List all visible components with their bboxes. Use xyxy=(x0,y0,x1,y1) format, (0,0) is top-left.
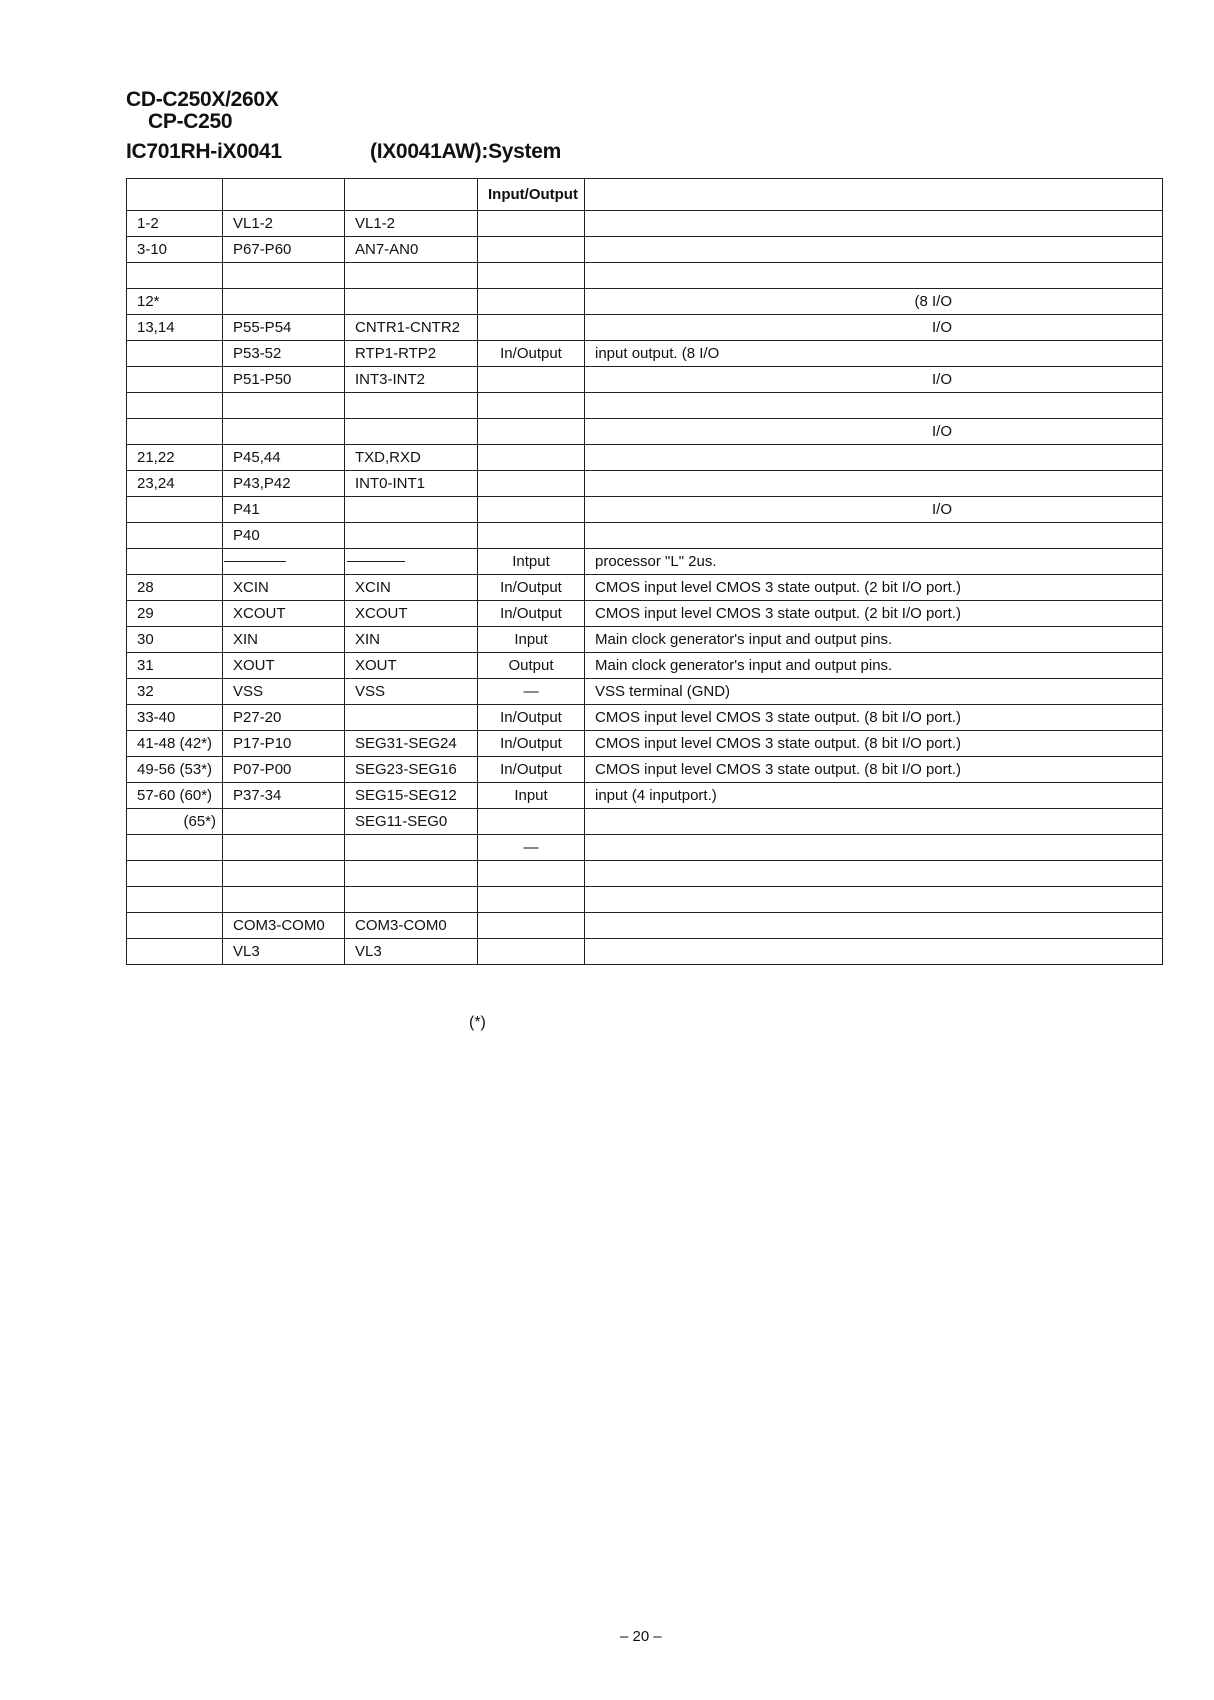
cell-alt xyxy=(345,393,478,419)
cell-pin xyxy=(127,913,223,939)
cell-alt xyxy=(345,887,478,913)
cell-alt: INT0-INT1 xyxy=(345,471,478,497)
header-cell-desc xyxy=(585,179,1163,211)
cell-alt: VSS xyxy=(345,679,478,705)
cell-alt: VL1-2 xyxy=(345,211,478,237)
cell-name xyxy=(223,835,345,861)
cell-desc: I/O xyxy=(585,315,1163,341)
cell-name: XOUT xyxy=(223,653,345,679)
cell-pin: 32 xyxy=(127,679,223,705)
cell-name: P53-52 xyxy=(223,341,345,367)
model-title: CD-C250X/260X xyxy=(126,88,279,111)
ic-label: IC701RH-iX0041 xyxy=(126,140,282,163)
table-row xyxy=(127,419,1163,445)
cell-alt xyxy=(345,705,478,731)
cell-alt: COM3-COM0 xyxy=(345,913,478,939)
cell-io xyxy=(478,861,585,887)
cell-io xyxy=(478,237,585,263)
table-row xyxy=(127,315,1163,341)
cell-pin: 21,22 xyxy=(127,445,223,471)
cell-desc: input output. (8 I/O xyxy=(585,341,1163,367)
cell-alt xyxy=(345,523,478,549)
cell-io xyxy=(478,471,585,497)
cell-name: P37-34 xyxy=(223,783,345,809)
cell-pin xyxy=(127,835,223,861)
cell-pin xyxy=(127,393,223,419)
cell-alt: INT3-INT2 xyxy=(345,367,478,393)
cell-pin: 33-40 xyxy=(127,705,223,731)
cell-name: XCOUT xyxy=(223,601,345,627)
cell-pin: 31 xyxy=(127,653,223,679)
table-row xyxy=(127,601,1163,627)
cell-io: In/Output xyxy=(478,705,585,731)
table-row xyxy=(127,783,1163,809)
cell-pin xyxy=(127,341,223,367)
cell-desc xyxy=(585,939,1163,965)
cell-alt: SEG23-SEG16 xyxy=(345,757,478,783)
cell-desc xyxy=(585,523,1163,549)
cell-name xyxy=(223,861,345,887)
part-label: (IX0041AW):System xyxy=(370,140,561,163)
table-row xyxy=(127,939,1163,965)
table-row xyxy=(127,653,1163,679)
cell-io: Input xyxy=(478,627,585,653)
submodel-title: CP-C250 xyxy=(148,110,233,133)
cell-alt: VL3 xyxy=(345,939,478,965)
cell-desc: CMOS input level CMOS 3 state output. (8 bit I/O port.) xyxy=(585,731,1163,757)
cell-name: P51-P50 xyxy=(223,367,345,393)
header-cell-name xyxy=(223,179,345,211)
cell-alt: XCOUT xyxy=(345,601,478,627)
table-row xyxy=(127,497,1163,523)
cell-name: P55-P54 xyxy=(223,315,345,341)
cell-pin xyxy=(127,263,223,289)
cell-io: — xyxy=(478,835,585,861)
cell-desc xyxy=(585,809,1163,835)
cell-desc: (8 I/O xyxy=(585,289,1163,315)
footnote-marker: (*) xyxy=(469,1014,486,1031)
cell-pin: 57-60 (60*) xyxy=(127,783,223,809)
cell-io xyxy=(478,367,585,393)
cell-io: In/Output xyxy=(478,575,585,601)
cell-desc xyxy=(585,913,1163,939)
cell-name: P17-P10 xyxy=(223,731,345,757)
cell-pin xyxy=(127,887,223,913)
cell-desc xyxy=(585,393,1163,419)
table-row xyxy=(127,523,1163,549)
cell-pin xyxy=(127,549,223,575)
cell-pin: 23,24 xyxy=(127,471,223,497)
cell-name: P40 xyxy=(223,523,345,549)
cell-io xyxy=(478,913,585,939)
cell-desc: input (4 inputport.) xyxy=(585,783,1163,809)
cell-name: VSS xyxy=(223,679,345,705)
cell-desc: VSS terminal (GND) xyxy=(585,679,1163,705)
cell-name: COM3-COM0 xyxy=(223,913,345,939)
cell-io xyxy=(478,419,585,445)
table-row xyxy=(127,575,1163,601)
cell-desc: CMOS input level CMOS 3 state output. (2 bit I/O port.) xyxy=(585,575,1163,601)
table-row xyxy=(127,731,1163,757)
cell-pin: 41-48 (42*) xyxy=(127,731,223,757)
cell-pin xyxy=(127,419,223,445)
table-row xyxy=(127,835,1163,861)
cell-io: In/Output xyxy=(478,757,585,783)
cell-io xyxy=(478,315,585,341)
cell-alt: XOUT xyxy=(345,653,478,679)
cell-pin: 1-2 xyxy=(127,211,223,237)
cell-io xyxy=(478,393,585,419)
table-row xyxy=(127,679,1163,705)
page-number: – 20 – xyxy=(620,1628,662,1645)
cell-pin xyxy=(127,939,223,965)
table-row xyxy=(127,263,1163,289)
cell-desc xyxy=(585,237,1163,263)
cell-name: VL1-2 xyxy=(223,211,345,237)
header-cell-alt xyxy=(345,179,478,211)
cell-pin: 30 xyxy=(127,627,223,653)
table-row xyxy=(127,887,1163,913)
cell-desc xyxy=(585,263,1163,289)
cell-name xyxy=(223,263,345,289)
header-cell-io: Input/Output xyxy=(478,179,585,211)
cell-io: Input xyxy=(478,783,585,809)
cell-alt xyxy=(345,835,478,861)
cell-io xyxy=(478,445,585,471)
cell-alt: XIN xyxy=(345,627,478,653)
cell-io: Output xyxy=(478,653,585,679)
cell-io: — xyxy=(478,679,585,705)
cell-name: XIN xyxy=(223,627,345,653)
cell-desc xyxy=(585,861,1163,887)
cell-pin: 12* xyxy=(127,289,223,315)
table-row xyxy=(127,861,1163,887)
cell-desc: I/O xyxy=(585,367,1163,393)
overline-p40-alt xyxy=(347,561,405,562)
cell-desc: processor "L" 2us. xyxy=(585,549,1163,575)
cell-name xyxy=(223,289,345,315)
cell-desc: I/O xyxy=(585,419,1163,445)
cell-io: In/Output xyxy=(478,731,585,757)
cell-io xyxy=(478,809,585,835)
cell-name: P41 xyxy=(223,497,345,523)
table-row xyxy=(127,367,1163,393)
cell-alt: SEG15-SEG12 xyxy=(345,783,478,809)
cell-alt xyxy=(345,861,478,887)
cell-io: In/Output xyxy=(478,601,585,627)
cell-desc xyxy=(585,887,1163,913)
cell-pin: 28 xyxy=(127,575,223,601)
cell-io xyxy=(478,211,585,237)
cell-name: P45,44 xyxy=(223,445,345,471)
cell-name xyxy=(223,887,345,913)
cell-name xyxy=(223,419,345,445)
cell-name: P67-P60 xyxy=(223,237,345,263)
table-row xyxy=(127,913,1163,939)
cell-name xyxy=(223,809,345,835)
cell-desc xyxy=(585,445,1163,471)
cell-io xyxy=(478,289,585,315)
cell-alt: SEG31-SEG24 xyxy=(345,731,478,757)
cell-pin: (65*) xyxy=(127,809,223,835)
cell-name: XCIN xyxy=(223,575,345,601)
cell-io: In/Output xyxy=(478,341,585,367)
pin-function-table xyxy=(126,178,1163,965)
cell-desc xyxy=(585,471,1163,497)
cell-pin xyxy=(127,523,223,549)
header-cell-pin xyxy=(127,179,223,211)
cell-desc: CMOS input level CMOS 3 state output. (8 bit I/O port.) xyxy=(585,757,1163,783)
cell-desc: I/O xyxy=(585,497,1163,523)
cell-alt: SEG11-SEG0 xyxy=(345,809,478,835)
cell-name xyxy=(223,393,345,419)
cell-alt: CNTR1-CNTR2 xyxy=(345,315,478,341)
cell-pin xyxy=(127,861,223,887)
cell-alt xyxy=(345,263,478,289)
cell-pin xyxy=(127,497,223,523)
cell-io xyxy=(478,887,585,913)
cell-pin: 29 xyxy=(127,601,223,627)
cell-io: Intput xyxy=(478,549,585,575)
table-row xyxy=(127,627,1163,653)
cell-alt xyxy=(345,419,478,445)
cell-alt: TXD,RXD xyxy=(345,445,478,471)
cell-alt: AN7-AN0 xyxy=(345,237,478,263)
table-row xyxy=(127,705,1163,731)
table-row xyxy=(127,471,1163,497)
cell-alt xyxy=(345,497,478,523)
cell-pin: 49-56 (53*) xyxy=(127,757,223,783)
cell-name: VL3 xyxy=(223,939,345,965)
cell-name: P27-20 xyxy=(223,705,345,731)
table-row xyxy=(127,341,1163,367)
table-row xyxy=(127,289,1163,315)
cell-io xyxy=(478,497,585,523)
table-row xyxy=(127,445,1163,471)
table-row xyxy=(127,211,1163,237)
cell-pin: 13,14 xyxy=(127,315,223,341)
cell-alt: XCIN xyxy=(345,575,478,601)
table-header-row xyxy=(127,179,1163,211)
cell-desc xyxy=(585,211,1163,237)
table-row xyxy=(127,757,1163,783)
cell-io xyxy=(478,939,585,965)
cell-alt: RTP1-RTP2 xyxy=(345,341,478,367)
overline-p40-name xyxy=(224,561,286,562)
cell-io xyxy=(478,263,585,289)
table-row xyxy=(127,809,1163,835)
cell-name: P43,P42 xyxy=(223,471,345,497)
cell-desc: CMOS input level CMOS 3 state output. (8 bit I/O port.) xyxy=(585,705,1163,731)
cell-name: P07-P00 xyxy=(223,757,345,783)
cell-desc xyxy=(585,835,1163,861)
cell-alt xyxy=(345,289,478,315)
cell-desc: Main clock generator's input and output pins. xyxy=(585,653,1163,679)
cell-pin: 3-10 xyxy=(127,237,223,263)
table-row xyxy=(127,393,1163,419)
cell-io xyxy=(478,523,585,549)
cell-pin xyxy=(127,367,223,393)
cell-desc: Main clock generator's input and output pins. xyxy=(585,627,1163,653)
table-row xyxy=(127,237,1163,263)
cell-desc: CMOS input level CMOS 3 state output. (2 bit I/O port.) xyxy=(585,601,1163,627)
